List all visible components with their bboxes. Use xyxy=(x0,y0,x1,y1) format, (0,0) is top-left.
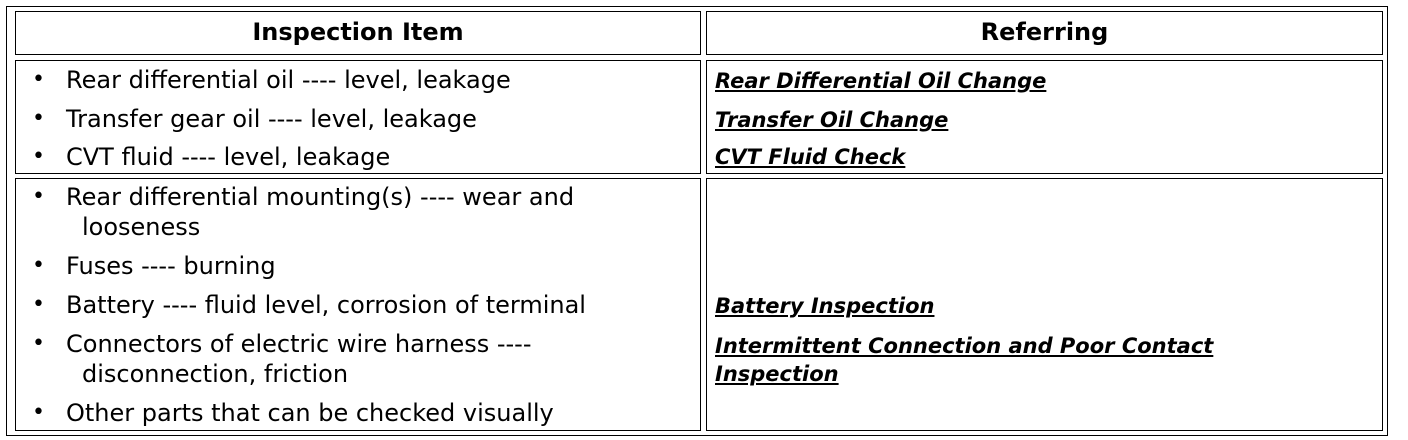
header-inspection-item xyxy=(15,11,701,55)
header-referring xyxy=(706,11,1383,55)
group2-links-cell xyxy=(706,178,1383,431)
inspection-table xyxy=(6,6,1388,436)
item-text-continued: looseness xyxy=(82,213,201,241)
bullet: • xyxy=(32,400,45,425)
group2-items-cell xyxy=(15,178,701,431)
bullet: • xyxy=(32,67,45,92)
header-referring-label: Referring xyxy=(980,18,1109,46)
bullet: • xyxy=(32,253,45,278)
item-text: CVT fluid ---- level, leakage xyxy=(66,143,391,171)
bullet: • xyxy=(32,184,45,209)
bullet: • xyxy=(32,106,45,131)
item-text: Rear differential oil ---- level, leakage xyxy=(66,66,511,94)
item-text: Rear differential mounting(s) ---- wear and xyxy=(66,183,575,211)
link-intermittent-connection[interactable]: Intermittent Connection and Poor Contact xyxy=(715,334,1214,358)
group1-items-cell xyxy=(15,60,701,174)
link-rear-differential-oil-change[interactable]: Rear Differential Oil Change xyxy=(715,69,1047,93)
item-text: Other parts that can be checked visually xyxy=(66,399,554,427)
header-inspection-item-label: Inspection Item xyxy=(252,18,464,46)
item-text: Transfer gear oil ---- level, leakage xyxy=(66,105,477,133)
link-transfer-oil-change[interactable]: Transfer Oil Change xyxy=(715,108,949,132)
link-intermittent-connection-continued[interactable]: Inspection xyxy=(715,362,839,386)
item-text: Fuses ---- burning xyxy=(66,252,276,280)
link-cvt-fluid-check[interactable]: CVT Fluid Check xyxy=(715,145,906,169)
bullet: • xyxy=(32,331,45,356)
item-text-continued: disconnection, friction xyxy=(82,360,349,388)
bullet: • xyxy=(32,292,45,317)
item-text: Connectors of electric wire harness ---- xyxy=(66,330,532,358)
link-battery-inspection[interactable]: Battery Inspection xyxy=(715,294,935,318)
item-text: Battery ---- fluid level, corrosion of terminal xyxy=(66,291,586,319)
bullet: • xyxy=(32,144,45,169)
group1-links-cell xyxy=(706,60,1383,174)
